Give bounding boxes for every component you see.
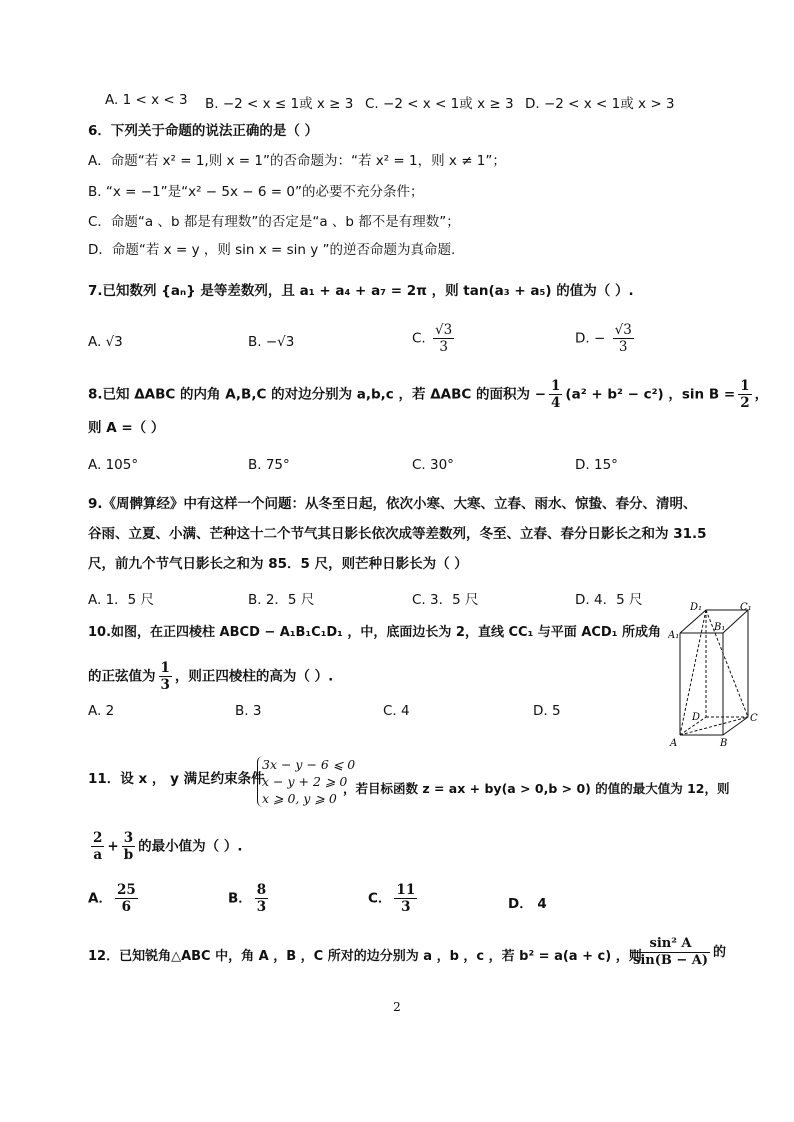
q8-sin-fraction [738,378,751,411]
q9-line1: 9.《周髀算经》中有这样一个问题：从冬至日起，依次小寒、大寒、立春、雨水、惊蛰、春分、清明、 [88,496,697,512]
q7-option-d [575,322,637,355]
q11-constraint-3: x ⩾ 0, y ⩾ 0 [262,791,337,806]
label-a1: A₁ [668,630,680,641]
label-c: C [750,713,758,724]
q10-option-b: B. 3 [235,703,262,719]
q6-option-d: D．命题“若 x = y ，则 sin x = sin y ”的逆否命题为真命题. [88,242,456,258]
q11-option-c-den: 3 [401,899,411,915]
q11-option-a-den: 6 [121,899,132,915]
q8-stem-part1: 8.已知 ΔABC 的内角 A,B,C 的对边分别为 a,b,c ，若 ΔABC 的面积为 − [88,386,547,403]
q11-frac-b-num: 3 [122,830,135,847]
label-b: B [720,738,728,749]
q8-area-den: 4 [551,395,561,411]
q12-fraction-wrap [628,936,726,969]
q10-line2-prefix: 的正弦值为 [88,668,156,685]
q11-frac-a [91,830,104,863]
q7-option-b: B. −√3 [248,334,295,350]
q8-area-fraction [549,378,562,411]
q11-frac-a-num: 2 [93,830,103,846]
q9-option-d: D. 4．5 尺 [575,592,643,608]
q11-option-a-num: 25 [116,882,136,898]
q11-option-a-fraction [115,882,138,915]
q7-option-d-label: D. − [575,330,606,347]
q8-option-d: D. 15° [575,457,618,473]
q11-frac-b-den: b [123,847,134,863]
q11-option-c-fraction [394,882,417,915]
q9-option-a: A. 1．5 尺 [88,592,155,608]
q8-option-c: C. 30° [412,457,454,473]
q7-option-c [412,322,457,355]
q9-option-b: B. 2．5 尺 [248,592,315,608]
q10-option-c: C. 4 [383,703,410,719]
q7-option-c-label: C. [412,330,426,347]
q12-fraction [631,936,710,969]
q11-option-b-label: B． [228,890,252,907]
q7-option-a: A. √3 [88,334,123,350]
q8-stem-part3: ， [754,386,769,403]
q11-constraint-1: 3x − y − 6 ⩽ 0 [262,757,356,772]
q10-fraction [159,660,172,693]
q7-option-d-fraction [613,322,634,355]
label-d1: D₁ [690,602,703,613]
label-b1: B₁ [714,622,726,633]
q8-stem-line2: 则 A =（ ） [88,420,165,436]
q5-option-c: C. −2 < x < 1或 x ≥ 3 [365,96,514,112]
label-c1: C₁ [740,602,752,613]
q11-constraint-2: x − y + 2 ⩾ 0 [262,774,348,789]
q7-option-c-num: √3 [435,322,453,338]
q10-option-a: A. 2 [88,703,115,719]
q7-option-c-fraction [433,322,454,355]
q6-option-c: C．命题“a 、b 都是有理数”的否定是“a 、b 都不是有理数”； [88,214,460,230]
q11-option-c-num: 11 [396,882,416,898]
label-a: A [670,738,678,749]
q11-suffix: ，若目标函数 z = ax + by(a > 0,b > 0) 的值的最大值为 12，则 [343,781,730,796]
q11-frac-a-den: a [93,847,103,863]
q7-option-d-num: √3 [614,322,632,338]
q9-line2: 谷雨、立夏、小满、芒种这十二个节气其日影长依次成等差数列，冬至、立春、春分日影长之和为 31.5 [88,526,707,542]
q11-option-b-fraction [255,882,268,915]
q11-option-b-den: 3 [256,899,267,915]
q11-option-d: D． 4 [508,896,547,912]
q11-option-c [368,882,420,915]
q7-option-d-den: 3 [618,339,628,355]
q10-option-d: D. 5 [533,703,561,719]
page-number: 2 [393,1000,401,1014]
q9-line3: 尺，前九个节气日影长之和为 85．5 尺，则芒种日影长为（ ） [88,556,468,572]
prism-figure [668,600,768,750]
q11-constraints [257,756,355,807]
q11-line2: $\frac{2}{a}$ + $\frac{3}{b}$ 的最小值为（ ）. [93,830,243,863]
q11-stem [88,770,265,788]
q10-frac-num: 1 [160,660,170,676]
q8-sin-den: 2 [740,395,750,411]
q11-option-b [228,882,271,915]
q10-line1: 10.如图，在正四棱柱 ABCD − A₁B₁C₁D₁ ，中，底面边长为 2，直线 CC₁ 与平面 ACD₁ 所成角 [88,625,661,640]
q7-stem: 7.已知数列 {aₙ} 是等差数列，且 a₁ + a₄ + a₇ = 2π ，则 tan(a₃ + a₅) 的值为（ ）. [88,283,634,299]
q6-option-b: B. “x = −1”是“x² − 5x − 6 = 0”的必要不充分条件； [88,184,424,200]
q5-option-b: B. −2 < x ≤ 1或 x ≥ 3 [205,96,354,112]
q11-prefix: 11．设 x ， y 满足约束条件 [88,771,265,787]
q11-option-b-num: 8 [256,882,267,898]
q5-option-a: A. 1 < x < 3 [105,92,188,108]
q12-frac-num: sin² A [631,936,710,953]
q10-line2-suffix: ，则正四棱柱的高为（ ）. [174,668,334,685]
q8-stem [88,378,768,411]
q10-line2 [88,660,333,693]
q11-line2-suffix: 的最小值为（ ）. [138,838,243,855]
q10-frac-den: 3 [160,677,170,693]
label-d: D [692,712,701,723]
q8-area-num: 1 [551,378,561,394]
q11-option-c-label: C． [368,890,392,907]
q7-option-c-den: 3 [439,339,448,355]
q8-stem-part2: (a² + b² − c²) ，sin B = [565,386,736,403]
q8-option-b: B. 75° [248,457,290,473]
q11-option-a-label: A． [88,890,112,907]
q8-sin-num: 1 [740,378,750,394]
q6-stem: 6．下列关于命题的说法正确的是（ ） [88,123,319,139]
q8-option-a: A. 105° [88,457,139,473]
q9-option-c: C. 3．5 尺 [412,592,479,608]
q12-frac-den: sin(B − A) [633,953,709,968]
q11-option-a [88,882,141,915]
q5-option-d: D. −2 < x < 1或 x > 3 [525,96,675,112]
q6-option-a: A．命题“若 x² = 1,则 x = 1”的否命题为：“若 x² = 1，则 x ≠ 1”； [88,153,506,169]
q12-suffix: 的 [713,945,727,960]
q12-stem: 12．已知锐角△ABC 中，角 A ，B ，C 所对的边分别为 a ，b ，c ，若 b² = a(a + c) ，则 [88,949,642,964]
q11-frac-b [122,830,135,863]
